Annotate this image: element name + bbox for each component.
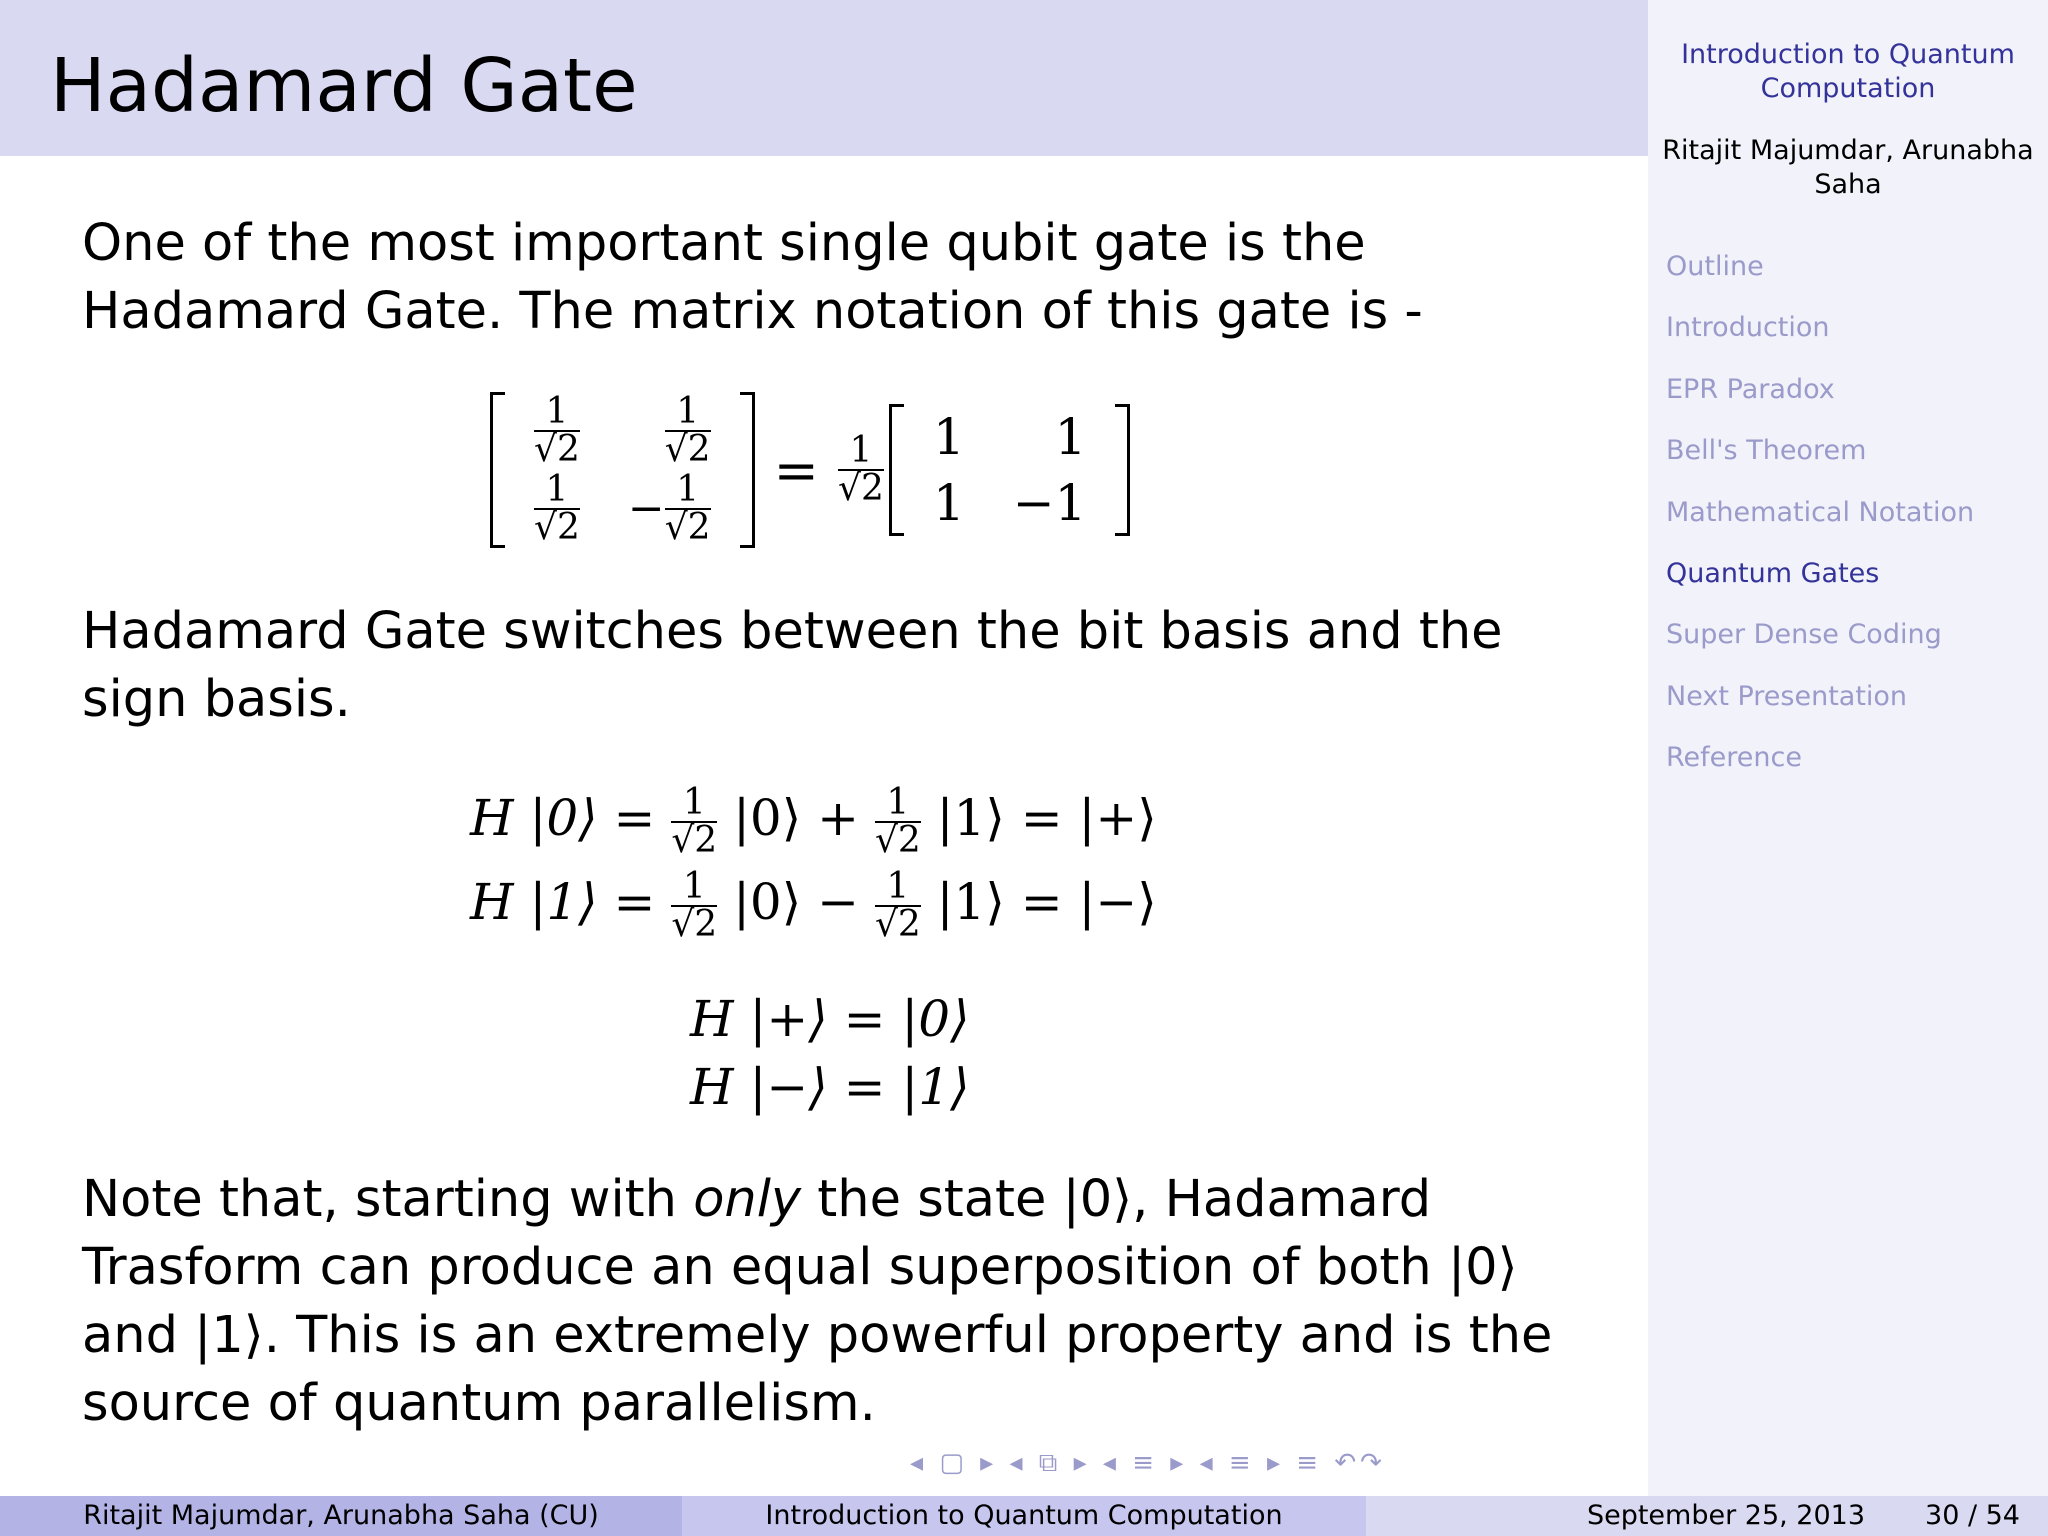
slide-title: Hadamard Gate [50, 43, 638, 129]
hadamard-sign-equations [690, 985, 970, 1121]
paragraph-intro: One of the most important single qubit gate is the Hadamard Gate. The matrix notation of this gate is - [82, 214, 1423, 341]
beamer-navigation-icons[interactable]: ◂ ▢ ▸ ◂ ⧉ ▸ ◂ ≡ ▸ ◂ ≡ ▸ ≡ ↶↷ [910, 1448, 1386, 1478]
fraction-matrix: $\frac{1}{√2}$ $\frac{1}{√2}$ $\frac{1}{√2}$ − $\frac{1}{√2}$ [490, 392, 755, 548]
sidebar-item-bells-theorem[interactable]: Bell's Theorem [1666, 435, 1867, 467]
slide-content-2 [82, 598, 1612, 734]
equation-hminus: H |−⟩ = |1⟩ [690, 1058, 970, 1116]
footer-title: Introduction to Quantum Computation [682, 1496, 1366, 1536]
sidebar-item-mathematical-notation[interactable]: Mathematical Notation [1666, 496, 1975, 528]
sidebar-item-next-presentation[interactable]: Next Presentation [1666, 680, 1908, 712]
footer-meta [1366, 1496, 2048, 1536]
hadamard-matrix-equation: $\frac{1}{√2}$ $\frac{1}{√2}$ $\frac{1}{√2}$ − $\frac{1}{√2}$ = $\frac{1}{√2}$ 1 1 1 −1 [490, 392, 1130, 548]
sidebar-item-super-dense-coding[interactable]: Super Dense Coding [1666, 619, 1942, 651]
paragraph-superposition: Note that, starting with only the state |0⟩, Hadamard Trasform can produce an equal superposition of both |0⟩ and |1⟩. This is an extremely powerful property and is the source of quantum parallelism. [82, 1170, 1553, 1433]
sidebar-item-outline[interactable]: Outline [1666, 251, 1764, 282]
hadamard-basis-equations [470, 776, 1157, 944]
slide-header [0, 0, 1648, 156]
sidebar-authors: Ritajit Majumdar, Arunabha Saha [1662, 135, 2034, 200]
footer-page-number: 30 / 54 [1925, 1500, 2020, 1531]
footer-date: September 25, 2013 [1586, 1500, 1866, 1531]
sidebar-item-quantum-gates[interactable]: Quantum Gates [1666, 557, 1880, 589]
equation-h0: H |0⟩ = $\frac{1}{√2}$ |0⟩ + $\frac{1}{√2}$ |1⟩ = |+⟩ [470, 782, 1157, 861]
footer [0, 1496, 2048, 1536]
sidebar-nav [1666, 250, 1974, 803]
slide-content-3 [82, 1166, 1612, 1438]
equation-h1: H |1⟩ = $\frac{1}{√2}$ |0⟩ − $\frac{1}{√2}$ |1⟩ = |−⟩ [470, 866, 1157, 945]
sidebar-item-epr-paradox[interactable]: EPR Paradox [1666, 373, 1835, 405]
sidebar [1648, 0, 2048, 1496]
sidebar-item-reference[interactable]: Reference [1666, 742, 1802, 774]
sidebar-item-introduction[interactable]: Introduction [1666, 312, 1830, 344]
sidebar-title[interactable]: Introduction to Quantum Computation [1681, 39, 2015, 104]
equation-hplus: H |+⟩ = |0⟩ [690, 990, 970, 1048]
slide-content [82, 210, 1612, 346]
footer-authors: Ritajit Majumdar, Arunabha Saha (CU) [0, 1496, 682, 1536]
integer-matrix: 1 1 1 −1 [889, 404, 1131, 536]
paragraph-basis-switch: Hadamard Gate switches between the bit basis and the sign basis. [82, 602, 1503, 729]
